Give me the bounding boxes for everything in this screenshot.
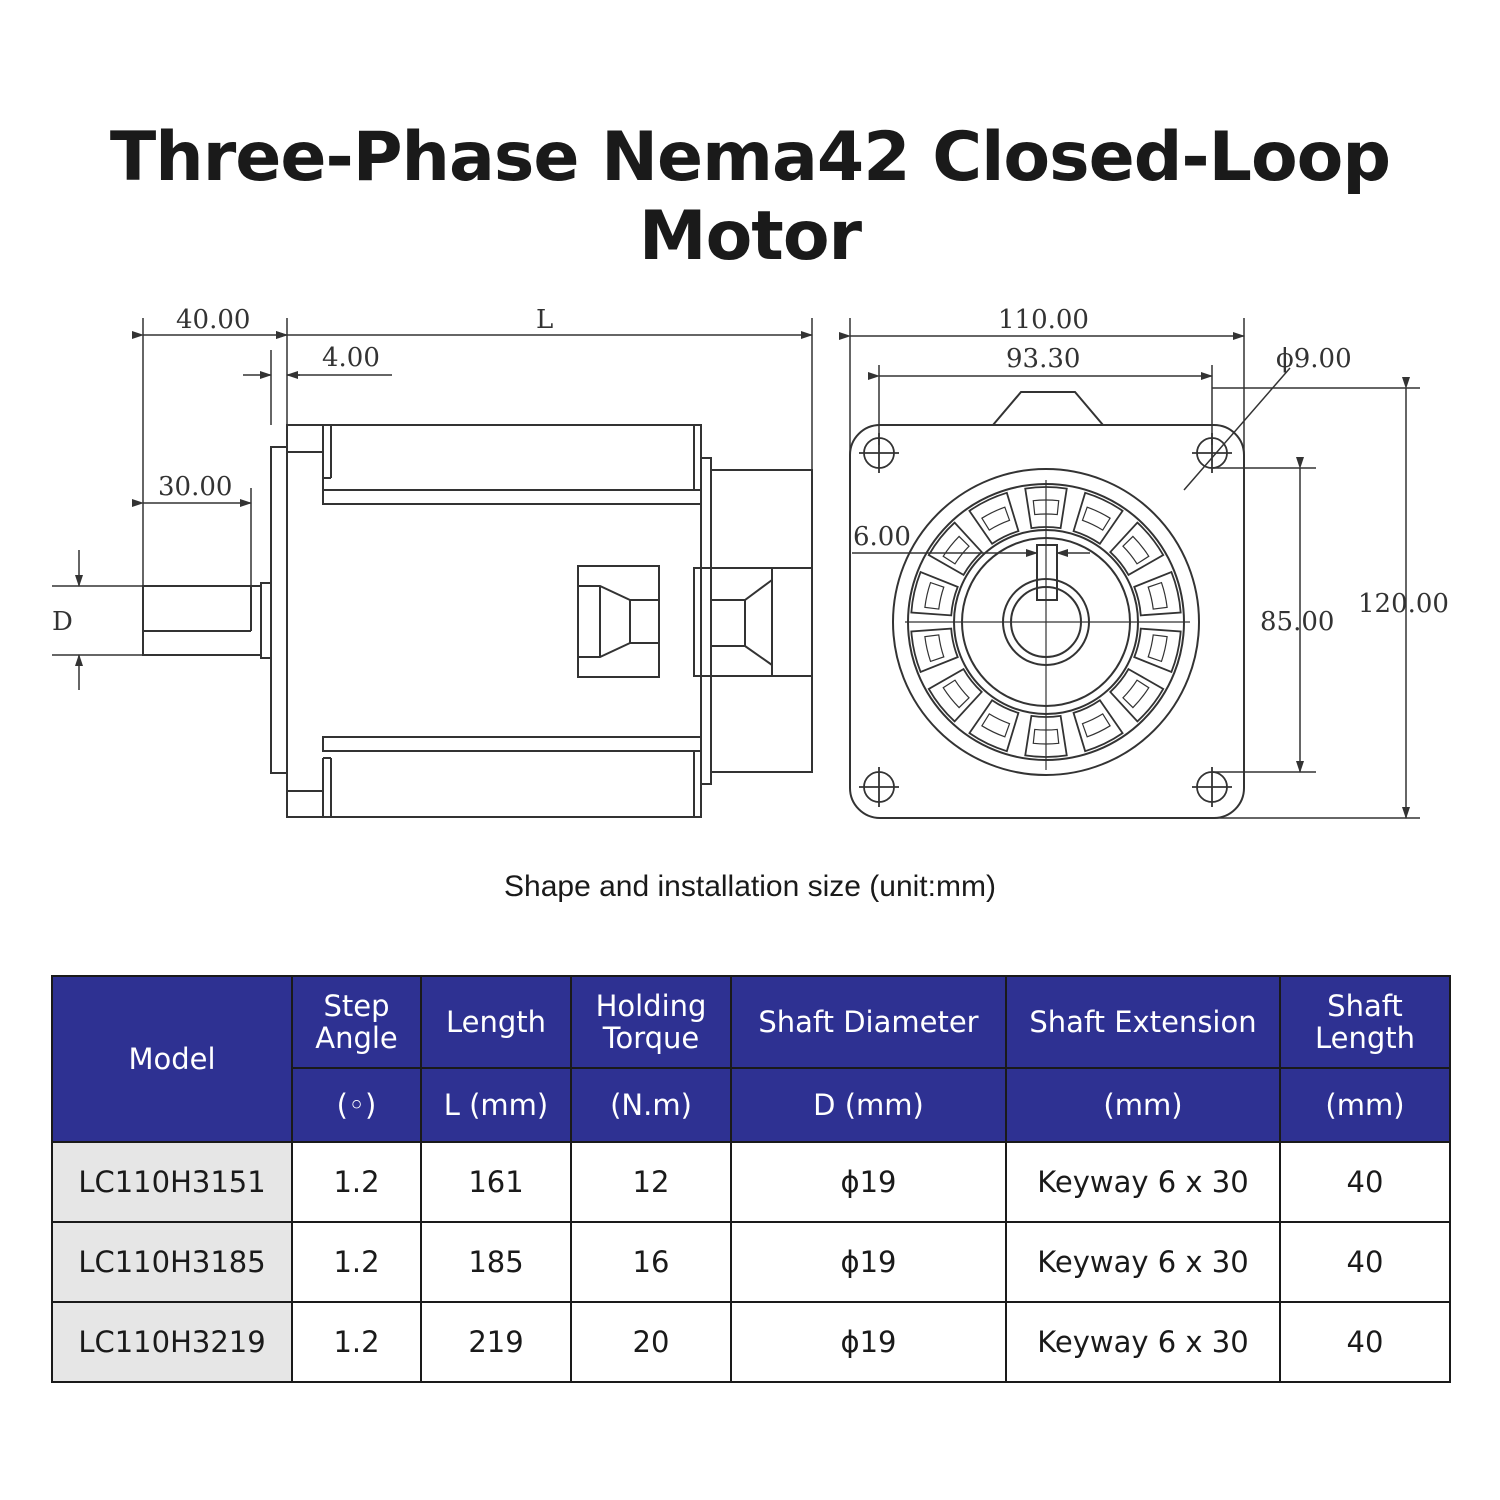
dim-keyway-length: 30.00 <box>158 472 233 502</box>
header-shaft-extension: Shaft Extension <box>1006 976 1280 1068</box>
side-view <box>52 318 812 817</box>
drawing-caption: Shape and installation size (unit:mm) <box>504 870 996 903</box>
unit-length: L (mm) <box>421 1068 571 1142</box>
dim-flange-width: 110.00 <box>998 305 1089 335</box>
cell-length: 161 <box>421 1142 571 1222</box>
cell-shaft-length: 40 <box>1280 1222 1450 1302</box>
stator-slot-inner <box>925 635 944 661</box>
cell-model: LC110H3151 <box>52 1142 292 1222</box>
stator-slot-inner <box>1082 507 1110 530</box>
header-step-angle: Step Angle <box>292 976 421 1068</box>
stator-slot-inner <box>1123 536 1149 563</box>
stator-slot-inner <box>1148 583 1167 609</box>
cell-step-angle: 1.2 <box>292 1142 421 1222</box>
stator-slot-inner <box>1148 635 1167 661</box>
stator-slot-inner <box>925 583 944 609</box>
header-shaft-length: Shaft Length <box>1280 976 1450 1068</box>
cell-diameter: ϕ19 <box>731 1302 1006 1382</box>
table-row <box>52 1302 1450 1382</box>
cell-torque: 12 <box>571 1142 731 1222</box>
stator-slot-inner <box>1082 714 1110 737</box>
spec-table <box>51 975 1451 1383</box>
dim-hole-spacing: 93.30 <box>1006 344 1081 374</box>
cell-extension: Keyway 6 x 30 <box>1006 1222 1280 1302</box>
header-shaft-diameter: Shaft Diameter <box>731 976 1006 1068</box>
cell-torque: 20 <box>571 1302 731 1382</box>
cell-step-angle: 1.2 <box>292 1302 421 1382</box>
cell-step-angle: 1.2 <box>292 1222 421 1302</box>
header-length: Length <box>421 976 571 1068</box>
dim-key-width: 6.00 <box>853 522 911 552</box>
dim-body-length: L <box>536 305 554 335</box>
page-title: Three-Phase Nema42 Closed-Loop Motor <box>109 118 1391 276</box>
stator-slot-inner <box>943 536 969 563</box>
unit-shaft-diameter: D (mm) <box>731 1068 1006 1142</box>
stator-slot <box>929 523 982 575</box>
header-holding-torque: Holding Torque <box>571 976 731 1068</box>
stator-slot-inner <box>943 680 969 707</box>
dim-hole-diameter: ϕ9.00 <box>1276 344 1352 374</box>
dim-flange-height: 120.00 <box>1358 589 1449 619</box>
cell-model: LC110H3185 <box>52 1222 292 1302</box>
dim-hole-vertical: 85.00 <box>1260 607 1335 637</box>
cell-torque: 16 <box>571 1222 731 1302</box>
stator-slot-inner <box>982 507 1010 530</box>
cell-diameter: ϕ19 <box>731 1222 1006 1302</box>
table-row <box>52 1142 1450 1222</box>
stator-slot-inner <box>1123 680 1149 707</box>
stator-slot <box>1110 669 1163 721</box>
front-view <box>850 318 1420 818</box>
dim-shaft-diameter: D <box>52 607 73 637</box>
cell-extension: Keyway 6 x 30 <box>1006 1142 1280 1222</box>
cell-shaft-length: 40 <box>1280 1142 1450 1222</box>
stator-slot <box>1110 523 1163 575</box>
cell-shaft-length: 40 <box>1280 1302 1450 1382</box>
unit-step-angle: (◦) <box>292 1068 421 1142</box>
cell-model: LC110H3219 <box>52 1302 292 1382</box>
cell-diameter: ϕ19 <box>731 1142 1006 1222</box>
unit-shaft-extension: (mm) <box>1006 1068 1280 1142</box>
stator-slot <box>929 669 982 721</box>
header-model: Model <box>52 976 292 1142</box>
cell-length: 219 <box>421 1302 571 1382</box>
unit-shaft-length: (mm) <box>1280 1068 1450 1142</box>
unit-holding-torque: (N.m) <box>571 1068 731 1142</box>
table-row <box>52 1222 1450 1302</box>
stator-slot-inner <box>982 714 1010 737</box>
dim-shaft-length: 40.00 <box>176 305 251 335</box>
cell-length: 185 <box>421 1222 571 1302</box>
cell-extension: Keyway 6 x 30 <box>1006 1302 1280 1382</box>
dim-flange-thickness: 4.00 <box>322 343 380 373</box>
